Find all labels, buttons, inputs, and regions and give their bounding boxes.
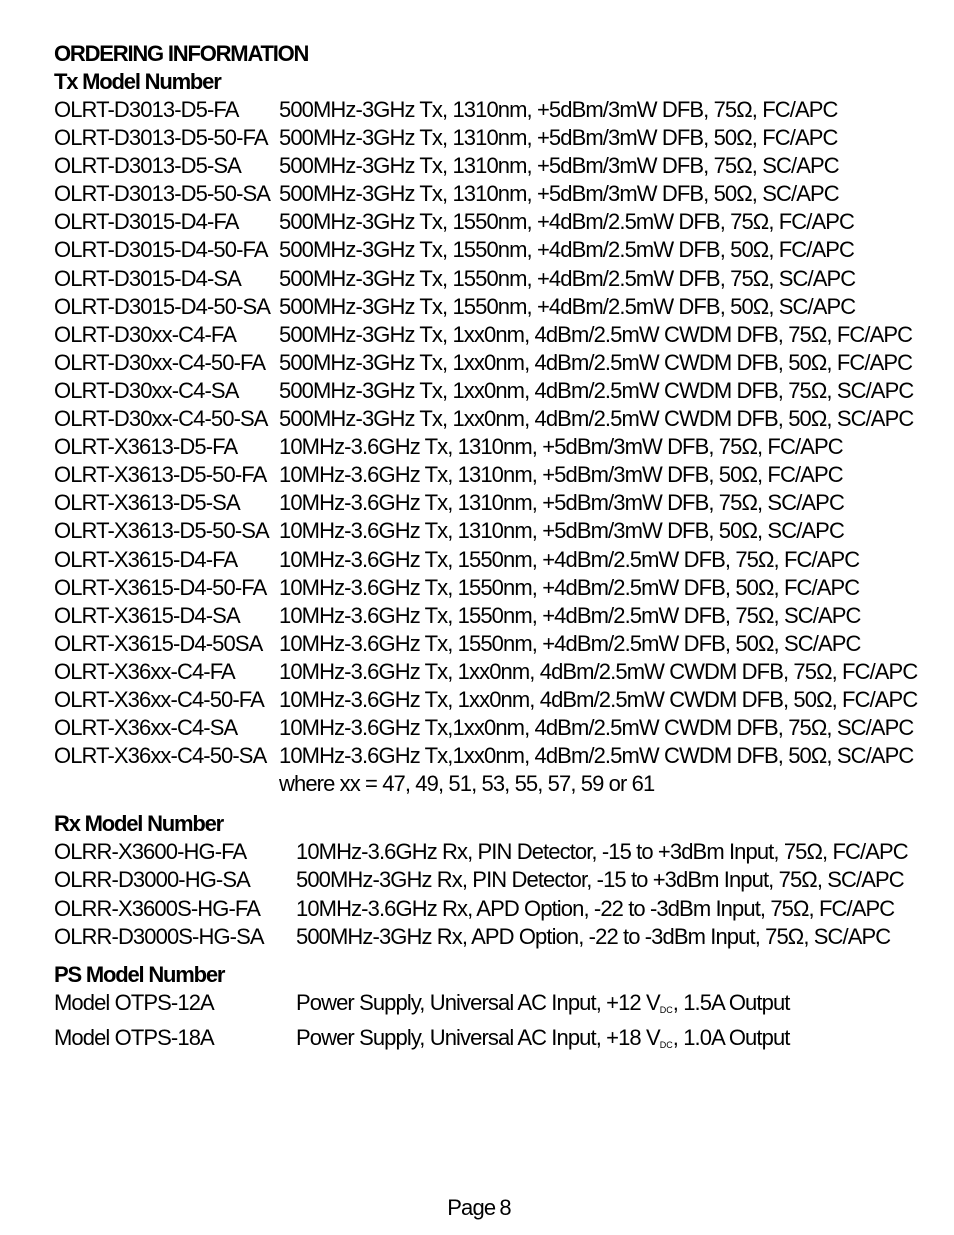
tx-model-number: OLRT-X3615-D4-50-FA <box>54 574 267 600</box>
tx-row <box>54 461 934 489</box>
rx-row <box>54 923 934 951</box>
ps-model-number: Model OTPS-18A <box>54 1024 214 1050</box>
tx-description: 10MHz-3.6GHz Tx, 1310nm, +5dBm/3mW DFB, 75Ω, SC/APC <box>279 490 844 516</box>
tx-description: 500MHz-3GHz Tx, 1550nm, +4dBm/2.5mW DFB, 75Ω, FC/APC <box>279 209 855 235</box>
tx-row <box>54 517 934 545</box>
tx-row <box>54 96 934 124</box>
tx-row <box>54 377 934 405</box>
tx-model-number: OLRT-X3613-D5-50-FA <box>54 462 267 488</box>
tx-description: 10MHz-3.6GHz Tx, 1550nm, +4dBm/2.5mW DFB, 50Ω, SC/APC <box>279 630 861 656</box>
ps-row <box>54 989 934 1024</box>
tx-description: 10MHz-3.6GHz Tx, 1310nm, +5dBm/3mW DFB, 50Ω, FC/APC <box>279 462 843 488</box>
tx-model-number: OLRT-D30xx-C4-50-FA <box>54 349 266 375</box>
tx-note: where xx = 47, 49, 51, 53, 55, 57, 59 or 61 <box>279 771 655 797</box>
tx-heading: Tx Model Number <box>54 69 221 94</box>
tx-model-number: OLRT-X36xx-C4-FA <box>54 658 235 684</box>
tx-description: 500MHz-3GHz Tx, 1550nm, +4dBm/2.5mW DFB, 75Ω, SC/APC <box>279 265 856 291</box>
tx-description: 10MHz-3.6GHz Tx,1xx0nm, 4dBm/2.5mW CWDM DFB, 50Ω, SC/APC <box>279 743 914 769</box>
tx-model-number: OLRT-X36xx-C4-50-FA <box>54 686 264 712</box>
rx-model-list <box>54 838 934 950</box>
tx-model-number: OLRT-D3013-D5-SA <box>54 153 241 179</box>
tx-row <box>54 349 934 377</box>
tx-description: 500MHz-3GHz Tx, 1xx0nm, 4dBm/2.5mW CWDM DFB, 75Ω, SC/APC <box>279 377 914 403</box>
page-number: 8 <box>499 1195 511 1220</box>
tx-description: 500MHz-3GHz Tx, 1xx0nm, 4dBm/2.5mW CWDM DFB, 50Ω, SC/APC <box>279 406 914 432</box>
tx-model-number: OLRT-D30xx-C4-FA <box>54 321 237 347</box>
tx-model-number: OLRT-X3613-D5-50-SA <box>54 518 269 544</box>
rx-model-number: OLRR-D3000S-HG-SA <box>54 923 264 949</box>
ordering-information-page <box>54 40 934 1059</box>
tx-note-row <box>54 770 934 798</box>
tx-row <box>54 321 934 349</box>
tx-description: 10MHz-3.6GHz Tx, 1550nm, +4dBm/2.5mW DFB, 75Ω, FC/APC <box>279 546 860 572</box>
tx-description: 10MHz-3.6GHz Tx, 1310nm, +5dBm/3mW DFB, 75Ω, FC/APC <box>279 434 843 460</box>
ps-heading: PS Model Number <box>54 961 225 987</box>
tx-row <box>54 686 934 714</box>
tx-row <box>54 152 934 180</box>
tx-row <box>54 602 934 630</box>
tx-description: 500MHz-3GHz Tx, 1310nm, +5dBm/3mW DFB, 50Ω, FC/APC <box>279 125 838 151</box>
tx-row <box>54 546 934 574</box>
tx-description: 500MHz-3GHz Tx, 1310nm, +5dBm/3mW DFB, 75Ω, FC/APC <box>279 97 838 122</box>
rx-row <box>54 895 934 923</box>
tx-model-number: OLRT-X3615-D4-FA <box>54 546 238 572</box>
rx-row <box>54 866 934 894</box>
tx-description: 10MHz-3.6GHz Tx, 1550nm, +4dBm/2.5mW DFB, 50Ω, FC/APC <box>279 574 860 600</box>
tx-model-number: OLRT-D30xx-C4-50-SA <box>54 406 268 432</box>
tx-row <box>54 180 934 208</box>
tx-row <box>54 714 934 742</box>
tx-row <box>54 124 934 152</box>
tx-row <box>54 489 934 517</box>
tx-description: 10MHz-3.6GHz Tx, 1xx0nm, 4dBm/2.5mW CWDM DFB, 75Ω, FC/APC <box>279 658 918 684</box>
tx-model-number: OLRT-D3015-D4-SA <box>54 265 241 291</box>
tx-model-number: OLRT-D3013-D5-FA <box>54 97 239 122</box>
tx-description: 500MHz-3GHz Tx, 1xx0nm, 4dBm/2.5mW CWDM DFB, 75Ω, FC/APC <box>279 321 913 347</box>
tx-model-number: OLRT-X3613-D5-FA <box>54 434 238 460</box>
tx-model-number: OLRT-X3613-D5-SA <box>54 490 240 516</box>
tx-description: 500MHz-3GHz Tx, 1xx0nm, 4dBm/2.5mW CWDM DFB, 50Ω, FC/APC <box>279 349 913 375</box>
rx-description: 10MHz-3.6GHz Rx, PIN Detector, -15 to +3dBm Input, 75Ω, FC/APC <box>296 839 908 865</box>
tx-model-number: OLRT-D3015-D4-50-SA <box>54 293 271 319</box>
tx-description: 500MHz-3GHz Tx, 1310nm, +5dBm/3mW DFB, 75Ω, SC/APC <box>279 153 839 179</box>
tx-model-list <box>54 96 934 770</box>
ps-description: Power Supply, Universal AC Input, +12 $V_{DC}$, 1.5A Output <box>296 989 790 1015</box>
tx-description: 500MHz-3GHz Tx, 1550nm, +4dBm/2.5mW DFB, 50Ω, SC/APC <box>279 293 856 319</box>
tx-description: 10MHz-3.6GHz Tx,1xx0nm, 4dBm/2.5mW CWDM DFB, 75Ω, SC/APC <box>279 715 914 741</box>
tx-row <box>54 658 934 686</box>
tx-row <box>54 208 934 236</box>
ps-model-number: Model OTPS-12A <box>54 989 214 1015</box>
tx-row <box>54 742 934 770</box>
rx-model-number: OLRR-X3600S-HG-FA <box>54 895 260 921</box>
page-footer <box>0 1195 954 1221</box>
rx-description: 500MHz-3GHz Rx, PIN Detector, -15 to +3dBm Input, 75Ω, SC/APC <box>296 867 904 893</box>
rx-model-number: OLRR-X3600-HG-FA <box>54 839 247 865</box>
tx-description: 10MHz-3.6GHz Tx, 1310nm, +5dBm/3mW DFB, 50Ω, SC/APC <box>279 518 844 544</box>
rx-heading: Rx Model Number <box>54 811 224 837</box>
rx-description: 10MHz-3.6GHz Rx, APD Option, -22 to -3dBm Input, 75Ω, FC/APC <box>296 895 895 921</box>
tx-row <box>54 574 934 602</box>
tx-row <box>54 433 934 461</box>
tx-model-number: OLRT-D3015-D4-50-FA <box>54 237 268 263</box>
tx-model-number: OLRT-D3015-D4-FA <box>54 209 239 235</box>
rx-row <box>54 838 934 866</box>
tx-model-number: OLRT-D3013-D5-50-FA <box>54 125 268 151</box>
tx-row <box>54 265 934 293</box>
rx-model-number: OLRR-D3000-HG-SA <box>54 867 250 893</box>
tx-row <box>54 630 934 658</box>
ps-model-list <box>54 989 934 1059</box>
tx-description: 500MHz-3GHz Tx, 1550nm, +4dBm/2.5mW DFB, 50Ω, FC/APC <box>279 237 855 263</box>
tx-model-number: OLRT-X3615-D4-SA <box>54 602 240 628</box>
tx-model-number: OLRT-D30xx-C4-SA <box>54 377 239 403</box>
tx-model-number: OLRT-X36xx-C4-SA <box>54 715 238 741</box>
page-title: ORDERING INFORMATION <box>54 41 309 66</box>
ps-description: Power Supply, Universal AC Input, +18 $V_{DC}$, 1.0A Output <box>296 1024 790 1050</box>
page-label: Page <box>447 1195 496 1220</box>
tx-model-number: OLRT-X3615-D4-50SA <box>54 630 263 656</box>
tx-model-number: OLRT-X36xx-C4-50-SA <box>54 743 267 769</box>
rx-description: 500MHz-3GHz Rx, APD Option, -22 to -3dBm Input, 75Ω, SC/APC <box>296 923 891 949</box>
tx-row <box>54 293 934 321</box>
tx-row <box>54 236 934 264</box>
tx-row <box>54 405 934 433</box>
ps-row <box>54 1024 934 1059</box>
tx-description: 10MHz-3.6GHz Tx, 1xx0nm, 4dBm/2.5mW CWDM DFB, 50Ω, FC/APC <box>279 686 918 712</box>
tx-description: 500MHz-3GHz Tx, 1310nm, +5dBm/3mW DFB, 50Ω, SC/APC <box>279 181 839 207</box>
tx-description: 10MHz-3.6GHz Tx, 1550nm, +4dBm/2.5mW DFB, 75Ω, SC/APC <box>279 602 861 628</box>
tx-model-number: OLRT-D3013-D5-50-SA <box>54 181 271 207</box>
